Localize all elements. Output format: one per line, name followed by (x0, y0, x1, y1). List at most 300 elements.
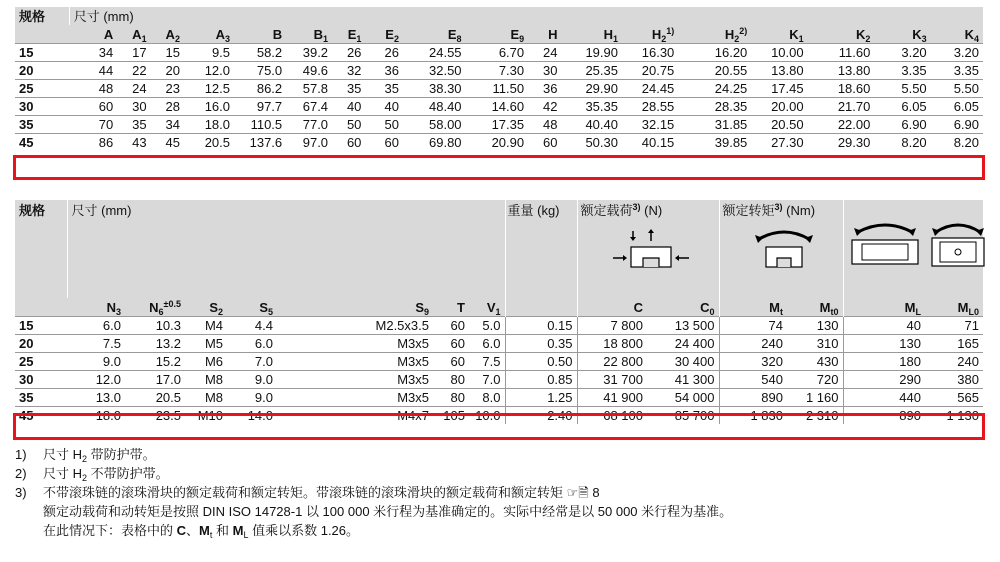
table-cell: 16.30 (622, 44, 678, 62)
table-cell: 240 (719, 335, 787, 353)
table-cell: 74 (719, 317, 787, 335)
table-cell: 40 (332, 98, 365, 116)
column-header-main: H (548, 26, 558, 42)
footnote-1 (15, 445, 732, 464)
table-cell: 60 (433, 353, 469, 371)
table-cell: 67.4 (286, 98, 332, 116)
table-cell: 48.40 (403, 98, 466, 116)
table-cell: 12.5 (184, 80, 234, 98)
column-header (286, 25, 332, 44)
table-cell: 18.60 (808, 80, 875, 98)
column-header (787, 298, 843, 317)
table-cell: M8 (185, 371, 227, 389)
table-cell: M5 (185, 335, 227, 353)
footnote-3-c: C (176, 523, 187, 538)
table-cell: 40 (843, 317, 925, 335)
table-cell: 71 (925, 317, 983, 335)
row-spec-cell: 20 (15, 62, 69, 80)
table-cell: 86.2 (234, 80, 286, 98)
table-cell: 7.0 (227, 353, 277, 371)
row-spec-cell: 35 (15, 389, 67, 407)
column-header (577, 298, 647, 317)
column-header-sub: 6 (158, 306, 164, 317)
footnote-3-line-2: 额定动载荷和动转矩是按照 DIN ISO 14728-1 以 100 000 米行程为基准确定的。实际中经常是以 50 000 米行程为基准。 (43, 504, 733, 519)
table-cell: 1 130 (925, 407, 983, 425)
footnote-3-t-sub: t (209, 530, 213, 540)
footnote-2-number: 2) (15, 466, 27, 481)
footnote-3-line-3 (15, 521, 732, 540)
column-header-sub: 3 (921, 33, 927, 44)
column-header-sub: 1 (356, 33, 362, 44)
table-cell: 26 (365, 44, 403, 62)
table-cell: 0.50 (505, 353, 577, 371)
table-row (15, 371, 983, 389)
column-header-main: A (103, 26, 114, 42)
table-cell: 6.90 (931, 116, 983, 134)
table-cell: 20.00 (751, 98, 807, 116)
footnote-3-l-sub: L (243, 530, 249, 540)
column-header (678, 25, 751, 44)
table-cell: 32 (332, 62, 365, 80)
weight-header: 重量 (kg) (505, 200, 577, 298)
table-cell: 48 (528, 116, 561, 134)
table-cell: 9.5 (184, 44, 234, 62)
table-cell: 130 (787, 317, 843, 335)
table-cell: 60 (332, 134, 365, 152)
table-cell: 8.20 (931, 134, 983, 152)
footnote-2-sub: 2 (82, 473, 88, 483)
table-cell: 40.15 (622, 134, 678, 152)
column-header-main: S (209, 299, 218, 315)
table-cell: 3.20 (874, 44, 930, 62)
table-cell: 20 (151, 62, 184, 80)
table-cell: 5.0 (469, 317, 505, 335)
dimension-table-2 (15, 200, 983, 424)
table-cell: 565 (925, 389, 983, 407)
column-header (528, 25, 561, 44)
table-cell: 16.0 (184, 98, 234, 116)
table-cell: 40.40 (562, 116, 622, 134)
footnote-3-m2: M (232, 523, 244, 538)
column-header (117, 25, 150, 44)
table-cell: 50 (365, 116, 403, 134)
table-cell: 54 000 (647, 389, 719, 407)
load-direction-icon (611, 225, 717, 271)
table-cell: 1.25 (505, 389, 577, 407)
load-header-unit: (N) (640, 203, 663, 218)
table-cell: 0.35 (505, 335, 577, 353)
torque-header (719, 200, 843, 298)
table-cell: 60 (433, 317, 469, 335)
table-cell: 3.35 (874, 62, 930, 80)
table-cell: M6 (185, 353, 227, 371)
table-row (15, 44, 983, 62)
table-cell: 13.0 (67, 389, 125, 407)
table-cell: 20.75 (622, 62, 678, 80)
column-header (931, 25, 983, 44)
column-header (505, 298, 577, 317)
column-header (403, 25, 466, 44)
table-cell: 4.4 (227, 317, 277, 335)
table-cell: 110.5 (234, 116, 286, 134)
table-cell: 39.85 (678, 134, 751, 152)
footnote-3-sep: 、 (186, 523, 200, 538)
column-header (719, 298, 787, 317)
table-cell: M3x5 (277, 353, 433, 371)
table-cell: 7.30 (466, 62, 529, 80)
table-cell: 6.0 (67, 317, 125, 335)
table-cell: 290 (843, 371, 925, 389)
row-spec-cell: 30 (15, 98, 69, 116)
column-header-sub: 2 (217, 306, 223, 317)
column-header (622, 25, 678, 44)
table-cell: 60 (528, 134, 561, 152)
table-cell: M8 (185, 389, 227, 407)
column-header (808, 25, 875, 44)
row-spec-cell: 45 (15, 134, 69, 152)
column-header-main: N (106, 299, 116, 315)
torque-header-unit: (Nm) (782, 203, 816, 218)
table-cell: 41 300 (647, 371, 719, 389)
table-cell: 13.2 (125, 335, 185, 353)
table-cell: 240 (925, 353, 983, 371)
table-cell: 10.3 (125, 317, 185, 335)
spec-col-blank (15, 25, 69, 44)
table-cell: 890 (843, 407, 925, 425)
footnote-2-text-b: 不带防护带。 (87, 466, 169, 481)
column-header (277, 298, 433, 317)
table-cell: 23.5 (125, 407, 185, 425)
table-row (15, 116, 983, 134)
table-cell: 7.5 (67, 335, 125, 353)
footnote-1-number: 1) (15, 447, 27, 462)
column-header (365, 25, 403, 44)
column-header-main: K (789, 26, 799, 42)
column-header-main: E (347, 26, 357, 42)
column-header-sub: 8 (456, 33, 462, 44)
column-header-main: B (313, 26, 324, 42)
table-cell: 58.00 (403, 116, 466, 134)
table-cell: 13.80 (808, 62, 875, 80)
table-cell: 38.30 (403, 80, 466, 98)
column-header-main: S (415, 299, 424, 315)
row-spec-cell: 35 (15, 116, 69, 134)
table-cell: 80 (433, 389, 469, 407)
table-row (15, 134, 983, 152)
footnote-1-text-a: 尺寸 H (43, 447, 83, 462)
dimension-table-1 (15, 7, 983, 151)
column-header-sub: 2 (865, 33, 871, 44)
table-cell: 20.55 (678, 62, 751, 80)
table-cell: 20.5 (125, 389, 185, 407)
column-header-sub: 3 (225, 33, 231, 44)
table-cell: 6.70 (466, 44, 529, 62)
table-cell: 24 400 (647, 335, 719, 353)
table-cell: 28 (151, 98, 184, 116)
table-cell: 2 310 (787, 407, 843, 425)
table-cell: 31 700 (577, 371, 647, 389)
table-cell: 32.50 (403, 62, 466, 80)
column-header-sup: 2) (739, 25, 748, 36)
load-header (577, 200, 719, 298)
row-spec-cell: 15 (15, 44, 69, 62)
table-cell: 29.30 (808, 134, 875, 152)
column-header-sub: 9 (423, 306, 429, 317)
table-cell: 17 (117, 44, 150, 62)
torque-ml-side-icon (848, 218, 922, 270)
column-header-main: E (447, 26, 457, 42)
table-cell: 39.2 (286, 44, 332, 62)
table-cell: 105 (433, 407, 469, 425)
table-cell: 8.20 (874, 134, 930, 152)
row-spec-cell: 25 (15, 353, 67, 371)
table-cell: 68 100 (577, 407, 647, 425)
table-cell: 6.90 (874, 116, 930, 134)
table-cell: 22.00 (808, 116, 875, 134)
column-header (332, 25, 365, 44)
column-header-sub: 1 (495, 306, 501, 317)
table-cell: 69.80 (403, 134, 466, 152)
table-cell: 97.0 (286, 134, 332, 152)
column-header (433, 298, 469, 317)
table-cell: 35 (365, 80, 403, 98)
table-cell: 24.55 (403, 44, 466, 62)
footnote-3-number: 3) (15, 485, 27, 500)
column-header-main: K (964, 26, 974, 42)
table-cell: 320 (719, 353, 787, 371)
footnote-1-text-b: 带防护带。 (87, 447, 156, 462)
column-header (185, 298, 227, 317)
column-header-sub: 2 (734, 33, 740, 44)
table-cell: 43 (117, 134, 150, 152)
table-cell: 23 (151, 80, 184, 98)
table-cell: 7.0 (469, 371, 505, 389)
table-cell: 5.50 (874, 80, 930, 98)
table-cell: 49.6 (286, 62, 332, 80)
column-header-sub: 2 (174, 33, 180, 44)
table-cell: 57.8 (286, 80, 332, 98)
table-cell: 9.0 (67, 353, 125, 371)
row-spec-cell: 20 (15, 335, 67, 353)
table-cell: 18 800 (577, 335, 647, 353)
table-cell: 27.30 (751, 134, 807, 152)
table-cell: 70 (69, 116, 117, 134)
table-cell: 180 (843, 353, 925, 371)
column-header-sub: 2 (661, 33, 667, 44)
column-header-main: H (603, 26, 613, 42)
table-cell: M3x5 (277, 371, 433, 389)
table-cell: 28.55 (622, 98, 678, 116)
column-header-main: B (272, 26, 283, 42)
table-cell: 31.85 (678, 116, 751, 134)
table-cell: 12.0 (67, 371, 125, 389)
table-cell: 58.2 (234, 44, 286, 62)
column-header-sub: t (780, 306, 783, 317)
dimension-header: 尺寸 (mm) (69, 7, 983, 25)
table-cell: 48 (69, 80, 117, 98)
column-header (469, 298, 505, 317)
column-header (843, 298, 925, 317)
table-cell: 3.20 (931, 44, 983, 62)
table-row (15, 80, 983, 98)
table-cell: M10 (185, 407, 227, 425)
table-cell: 36 (528, 80, 561, 98)
table-cell: 24.45 (622, 80, 678, 98)
table-cell: 44 (69, 62, 117, 80)
table-cell: M4 (185, 317, 227, 335)
table-cell: 30 400 (647, 353, 719, 371)
table-cell: 165 (925, 335, 983, 353)
table-cell: 28.35 (678, 98, 751, 116)
column-header-main: H (651, 26, 662, 42)
table-cell: 15 (151, 44, 184, 62)
table-cell: 80 (433, 371, 469, 389)
footnote-3-line-3-a: 在此情况下：表格中的 (43, 523, 177, 538)
column-header-sub: 3 (115, 306, 121, 317)
table-cell: 2.40 (505, 407, 577, 425)
footnote-3-and: 和 (212, 523, 233, 538)
column-header-sub: 5 (267, 306, 273, 317)
column-header-main: A (165, 26, 175, 42)
table-cell: 75.0 (234, 62, 286, 80)
table-cell: M4x7 (277, 407, 433, 425)
column-header-main: C (700, 299, 710, 315)
table-row (15, 389, 983, 407)
footnote-1-sub: 2 (82, 454, 88, 464)
column-header-sub: L (915, 306, 921, 317)
torque-ml0-icon (926, 218, 990, 270)
column-header-main: N (149, 299, 159, 315)
table-cell: 10.00 (751, 44, 807, 62)
table-cell: 18.0 (184, 116, 234, 134)
table-cell: 1 830 (719, 407, 787, 425)
load-header-sup: 3) (632, 202, 641, 212)
table-cell: 8.0 (469, 389, 505, 407)
column-header (647, 298, 719, 317)
table-cell: 24 (528, 44, 561, 62)
column-header-sub: 1 (798, 33, 804, 44)
table-row (15, 317, 983, 335)
table-cell: 24 (117, 80, 150, 98)
table-cell: 0.85 (505, 371, 577, 389)
table-cell: 3.35 (931, 62, 983, 80)
highlight-row-45-table-1 (13, 155, 985, 180)
torque-header-sup: 3) (774, 202, 783, 212)
table-cell: 18.0 (67, 407, 125, 425)
table-cell: 6.0 (227, 335, 277, 353)
table-cell: 45 (151, 134, 184, 152)
table-cell: 0.15 (505, 317, 577, 335)
spec-col-blank-2 (15, 298, 67, 317)
footnote-3-line-3-b: 值乘以系数 1.26。 (248, 523, 360, 538)
torque-ml-header (843, 200, 983, 298)
footnote-3 (15, 483, 732, 502)
table-cell: 85 700 (647, 407, 719, 425)
table-cell: 14.0 (227, 407, 277, 425)
column-header-main: M (769, 299, 780, 315)
column-header-sub: L0 (968, 306, 979, 317)
table-cell: 9.0 (227, 389, 277, 407)
column-header (125, 298, 185, 317)
table-cell: 17.0 (125, 371, 185, 389)
table-cell: 6.0 (469, 335, 505, 353)
column-header-main: M (904, 299, 916, 315)
table-cell: 42 (528, 98, 561, 116)
table-cell: 310 (787, 335, 843, 353)
table-cell: 540 (719, 371, 787, 389)
dimension-header-2: 尺寸 (mm) (67, 200, 505, 298)
table-cell: 60 (69, 98, 117, 116)
table-row (15, 407, 983, 425)
spec-header-2: 规格 (19, 203, 46, 218)
table-cell: 86 (69, 134, 117, 152)
column-header-sub: 1 (141, 33, 147, 44)
table-cell: 380 (925, 371, 983, 389)
row-spec-cell: 45 (15, 407, 67, 425)
column-header-main: A (132, 26, 142, 42)
table-cell: 34 (151, 116, 184, 134)
table-row (15, 62, 983, 80)
column-header-sub: 4 (973, 33, 979, 44)
table-cell: 430 (787, 353, 843, 371)
column-header-sub: 0 (709, 306, 715, 317)
column-header (562, 25, 622, 44)
column-header (751, 25, 807, 44)
column-header-main: M (819, 299, 831, 315)
table-cell: 22 (117, 62, 150, 80)
torque-header-label: 额定转矩 (722, 203, 775, 218)
table-cell: 50 (332, 116, 365, 134)
column-header-sup: ±0.5 (163, 298, 181, 309)
table-cell: 34 (69, 44, 117, 62)
column-header-sub: t0 (830, 306, 839, 317)
table-cell: 24.25 (678, 80, 751, 98)
column-header (151, 25, 184, 44)
table-cell: 7.5 (469, 353, 505, 371)
row-spec-cell: 25 (15, 80, 69, 98)
row-spec-cell: 15 (15, 317, 67, 335)
table-cell: 6.05 (931, 98, 983, 116)
table-cell: 13 500 (647, 317, 719, 335)
column-header-sub: 9 (519, 33, 525, 44)
table-cell: 20.90 (466, 134, 529, 152)
column-header-main: K (855, 26, 866, 42)
column-header-main: S (259, 299, 268, 315)
column-header-main: T (457, 299, 465, 315)
table-cell: 60 (365, 134, 403, 152)
table-cell: 13.80 (751, 62, 807, 80)
table-cell: 35 (332, 80, 365, 98)
column-header-main: E (510, 26, 520, 42)
table-cell: 7 800 (577, 317, 647, 335)
page-reference-link[interactable]: ☞🗎 8 (566, 485, 600, 500)
spec-header: 规格 (19, 8, 46, 24)
table-cell: 21.70 (808, 98, 875, 116)
table-cell: M2.5x3.5 (277, 317, 433, 335)
table-cell: 890 (719, 389, 787, 407)
column-header-main: H (724, 26, 735, 42)
table-cell: 12.0 (184, 62, 234, 80)
table-cell: 19.90 (562, 44, 622, 62)
table-cell: 97.7 (234, 98, 286, 116)
column-header-main: E (385, 26, 394, 42)
table-cell: 30 (528, 62, 561, 80)
column-header-main: V (486, 299, 496, 315)
table-cell: 20.5 (184, 134, 234, 152)
table-cell: M3x5 (277, 335, 433, 353)
table-cell: 137.6 (234, 134, 286, 152)
table-cell: 77.0 (286, 116, 332, 134)
